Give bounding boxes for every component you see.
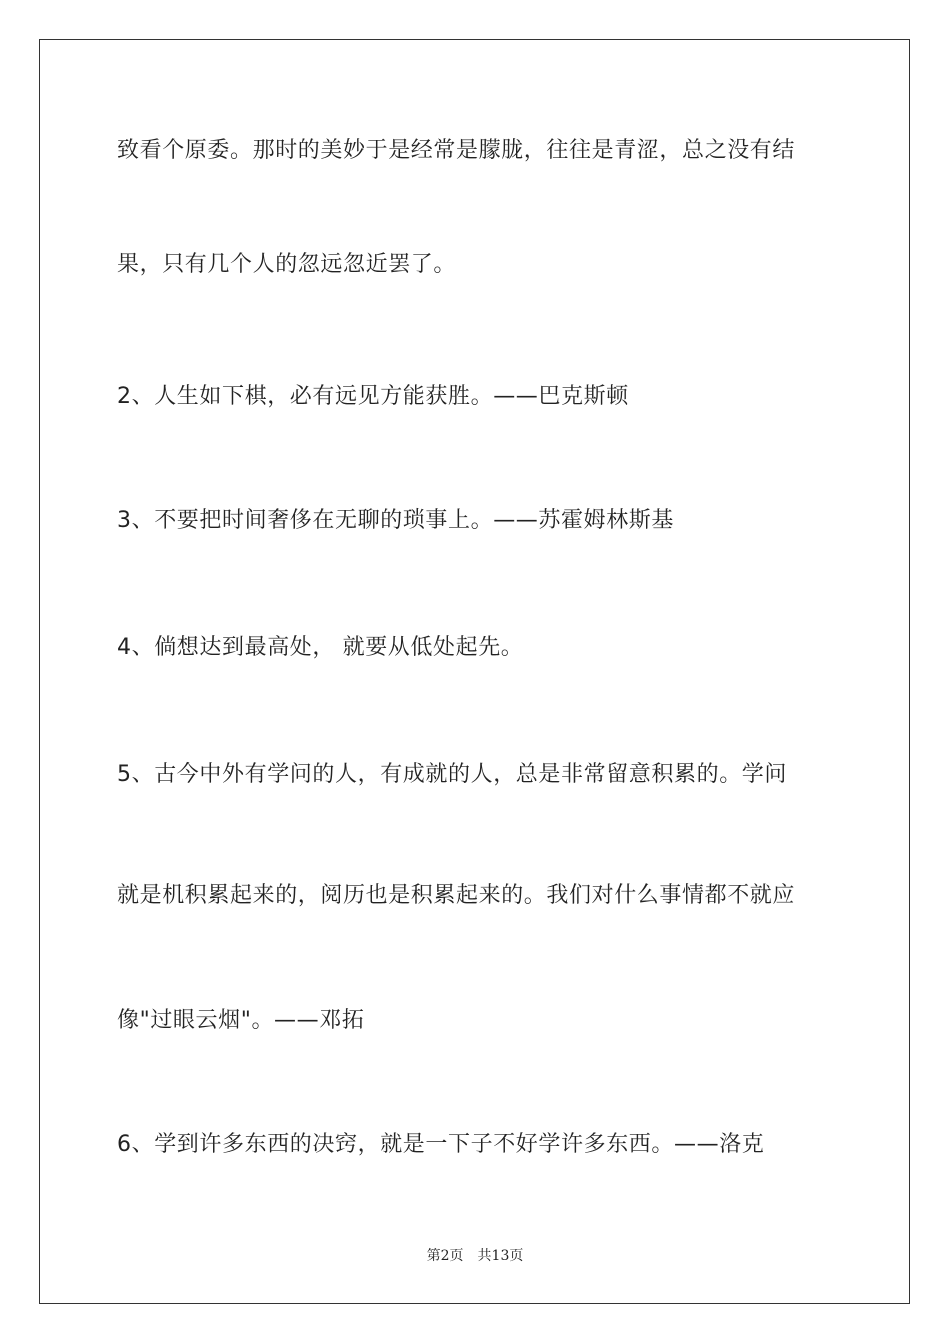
text-line-3: 2、人生如下棋，必有远见方能获胜。——巴克斯顿 (117, 384, 629, 409)
page-total: 共13页 (477, 1248, 524, 1264)
text-line-9: 6、学到许多东西的决窍，就是一下子不好学许多东西。——洛克 (117, 1132, 765, 1157)
page-footer (0, 1247, 950, 1265)
text-line-7: 就是机积累起来的，阅历也是积累起来的。我们对什么事情都不就应 (117, 883, 796, 908)
text-line-1: 致看个原委。那时的美妙于是经常是朦胧，往往是青涩，总之没有结 (117, 138, 796, 163)
text-line-6: 5、古今中外有学问的人，有成就的人，总是非常留意积累的。学问 (117, 762, 787, 787)
text-line-5: 4、倘想达到最高处， 就要从低处起先。 (117, 635, 524, 660)
page-number: 第2页 (426, 1248, 464, 1264)
page-frame (39, 39, 910, 1304)
text-line-8: 像"过眼云烟"。——邓拓 (117, 1008, 365, 1033)
text-line-4: 3、不要把时间奢侈在无聊的琐事上。——苏霍姆林斯基 (117, 508, 674, 533)
text-line-2: 果，只有几个人的忽远忽近罢了。 (117, 252, 457, 277)
